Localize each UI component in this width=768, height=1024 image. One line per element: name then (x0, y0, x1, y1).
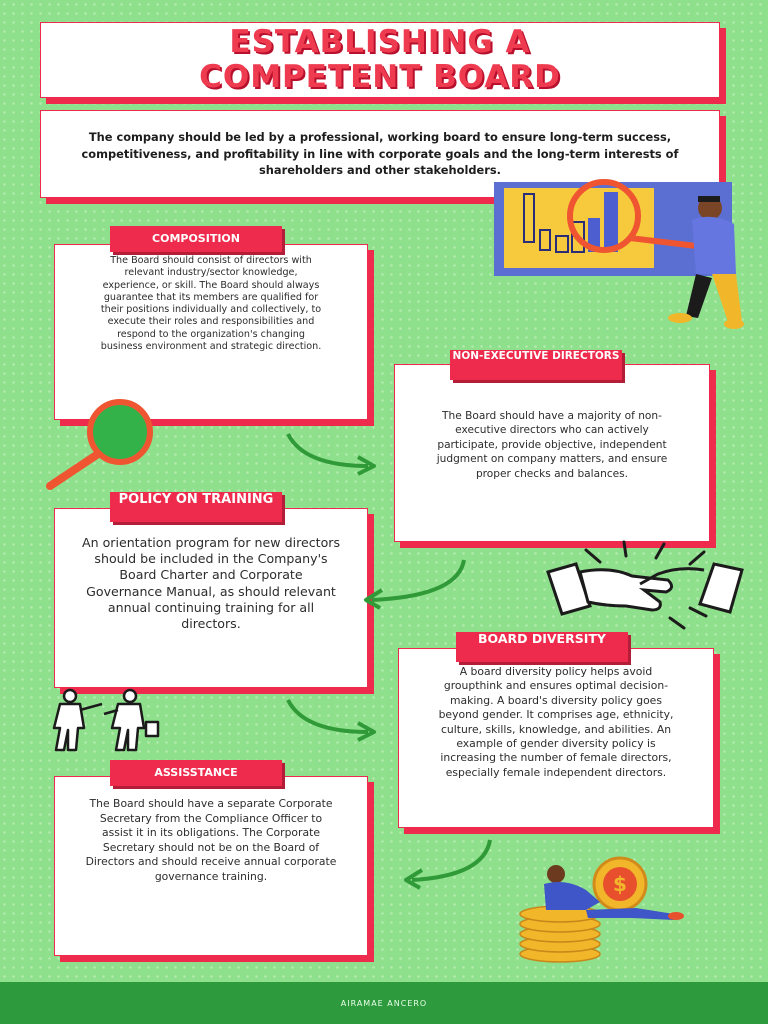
person-shoe-right (724, 319, 744, 329)
business-people-icon (38, 688, 168, 752)
composition-card (54, 244, 368, 420)
assistance-card (54, 776, 368, 956)
chart-analyst-illustration (490, 178, 750, 328)
svg-text:$: $ (613, 872, 627, 896)
person-leg-left (686, 274, 712, 318)
intro-text: The company should be led by a professional, working board to ensure long-term success, competitiveness, and profitability in line with corporate goals and the long-term interests of shareholders and other stakeholders. (81, 130, 679, 177)
arrow-icon (284, 430, 384, 480)
footer-bar (0, 982, 768, 1024)
person-hair (698, 196, 720, 202)
policy-training-card (54, 508, 368, 688)
magnifier-icon (42, 398, 162, 494)
coins-illustration (516, 854, 696, 966)
title-card (40, 22, 720, 98)
assistance-label: ASSISSTANCE (110, 760, 282, 786)
board-diversity-label: BOARD DIVERSITY (456, 632, 628, 662)
person-shirt (692, 217, 736, 274)
non-executive-text: The Board should have a majority of non-executive directors who can actively participate, provide objective, independent judgment on company matters, and ensure proper checks and balances. (436, 410, 668, 480)
composition-text: The Board should consist of directors with relevant industry/sector knowledge, experience, or skill. The Board should always guarantee that its members are qualified for their positions individually and collectively, to execute their roles and responsibilities and respond to the organization's changing business environment and strategic direction. (100, 255, 322, 353)
arrow-icon (398, 836, 498, 888)
title-line-1: ESTABLISHING A (229, 24, 531, 60)
person-shoe-left (668, 313, 692, 323)
board-diversity-card (398, 648, 714, 828)
footer-author: AIRAMAE ANCERO (340, 999, 428, 1008)
non-executive-label: NON-EXECUTIVE DIRECTORS (450, 350, 622, 380)
policy-training-label: POLICY ON TRAINING (110, 492, 282, 522)
chart-bar-6 (604, 192, 618, 252)
board-diversity-text: A board diversity policy helps avoid groupthink and ensures optimal decision-making. A board's diversity policy goes beyond gender. It comprises age, ethnicity, culture, skills, knowledge, and abilities. An example of gender diversity policy is increasing the number of female directors, especially female independent directors. (438, 665, 674, 779)
non-executive-card (394, 364, 710, 542)
policy-training-text: An orientation program for new directors should be included in the Company's Board Charter and Corporate Governance Manual, as should relevant annual continuing training for all directors. (81, 535, 341, 632)
handshake-icon (540, 540, 750, 632)
arrow-icon (284, 696, 384, 746)
page-title (41, 25, 719, 95)
person-leg-right (712, 274, 742, 322)
assistance-text: The Board should have a separate Corporate Secretary from the Compliance Officer to assist it in its obligations. The Corporate Secretary should not be on the Board of Directors and should receive annual corporate governance training. (85, 797, 337, 883)
composition-label: COMPOSITION (110, 226, 282, 252)
arrow-icon (360, 556, 470, 608)
title-line-2: COMPETENT BOARD (199, 59, 561, 95)
